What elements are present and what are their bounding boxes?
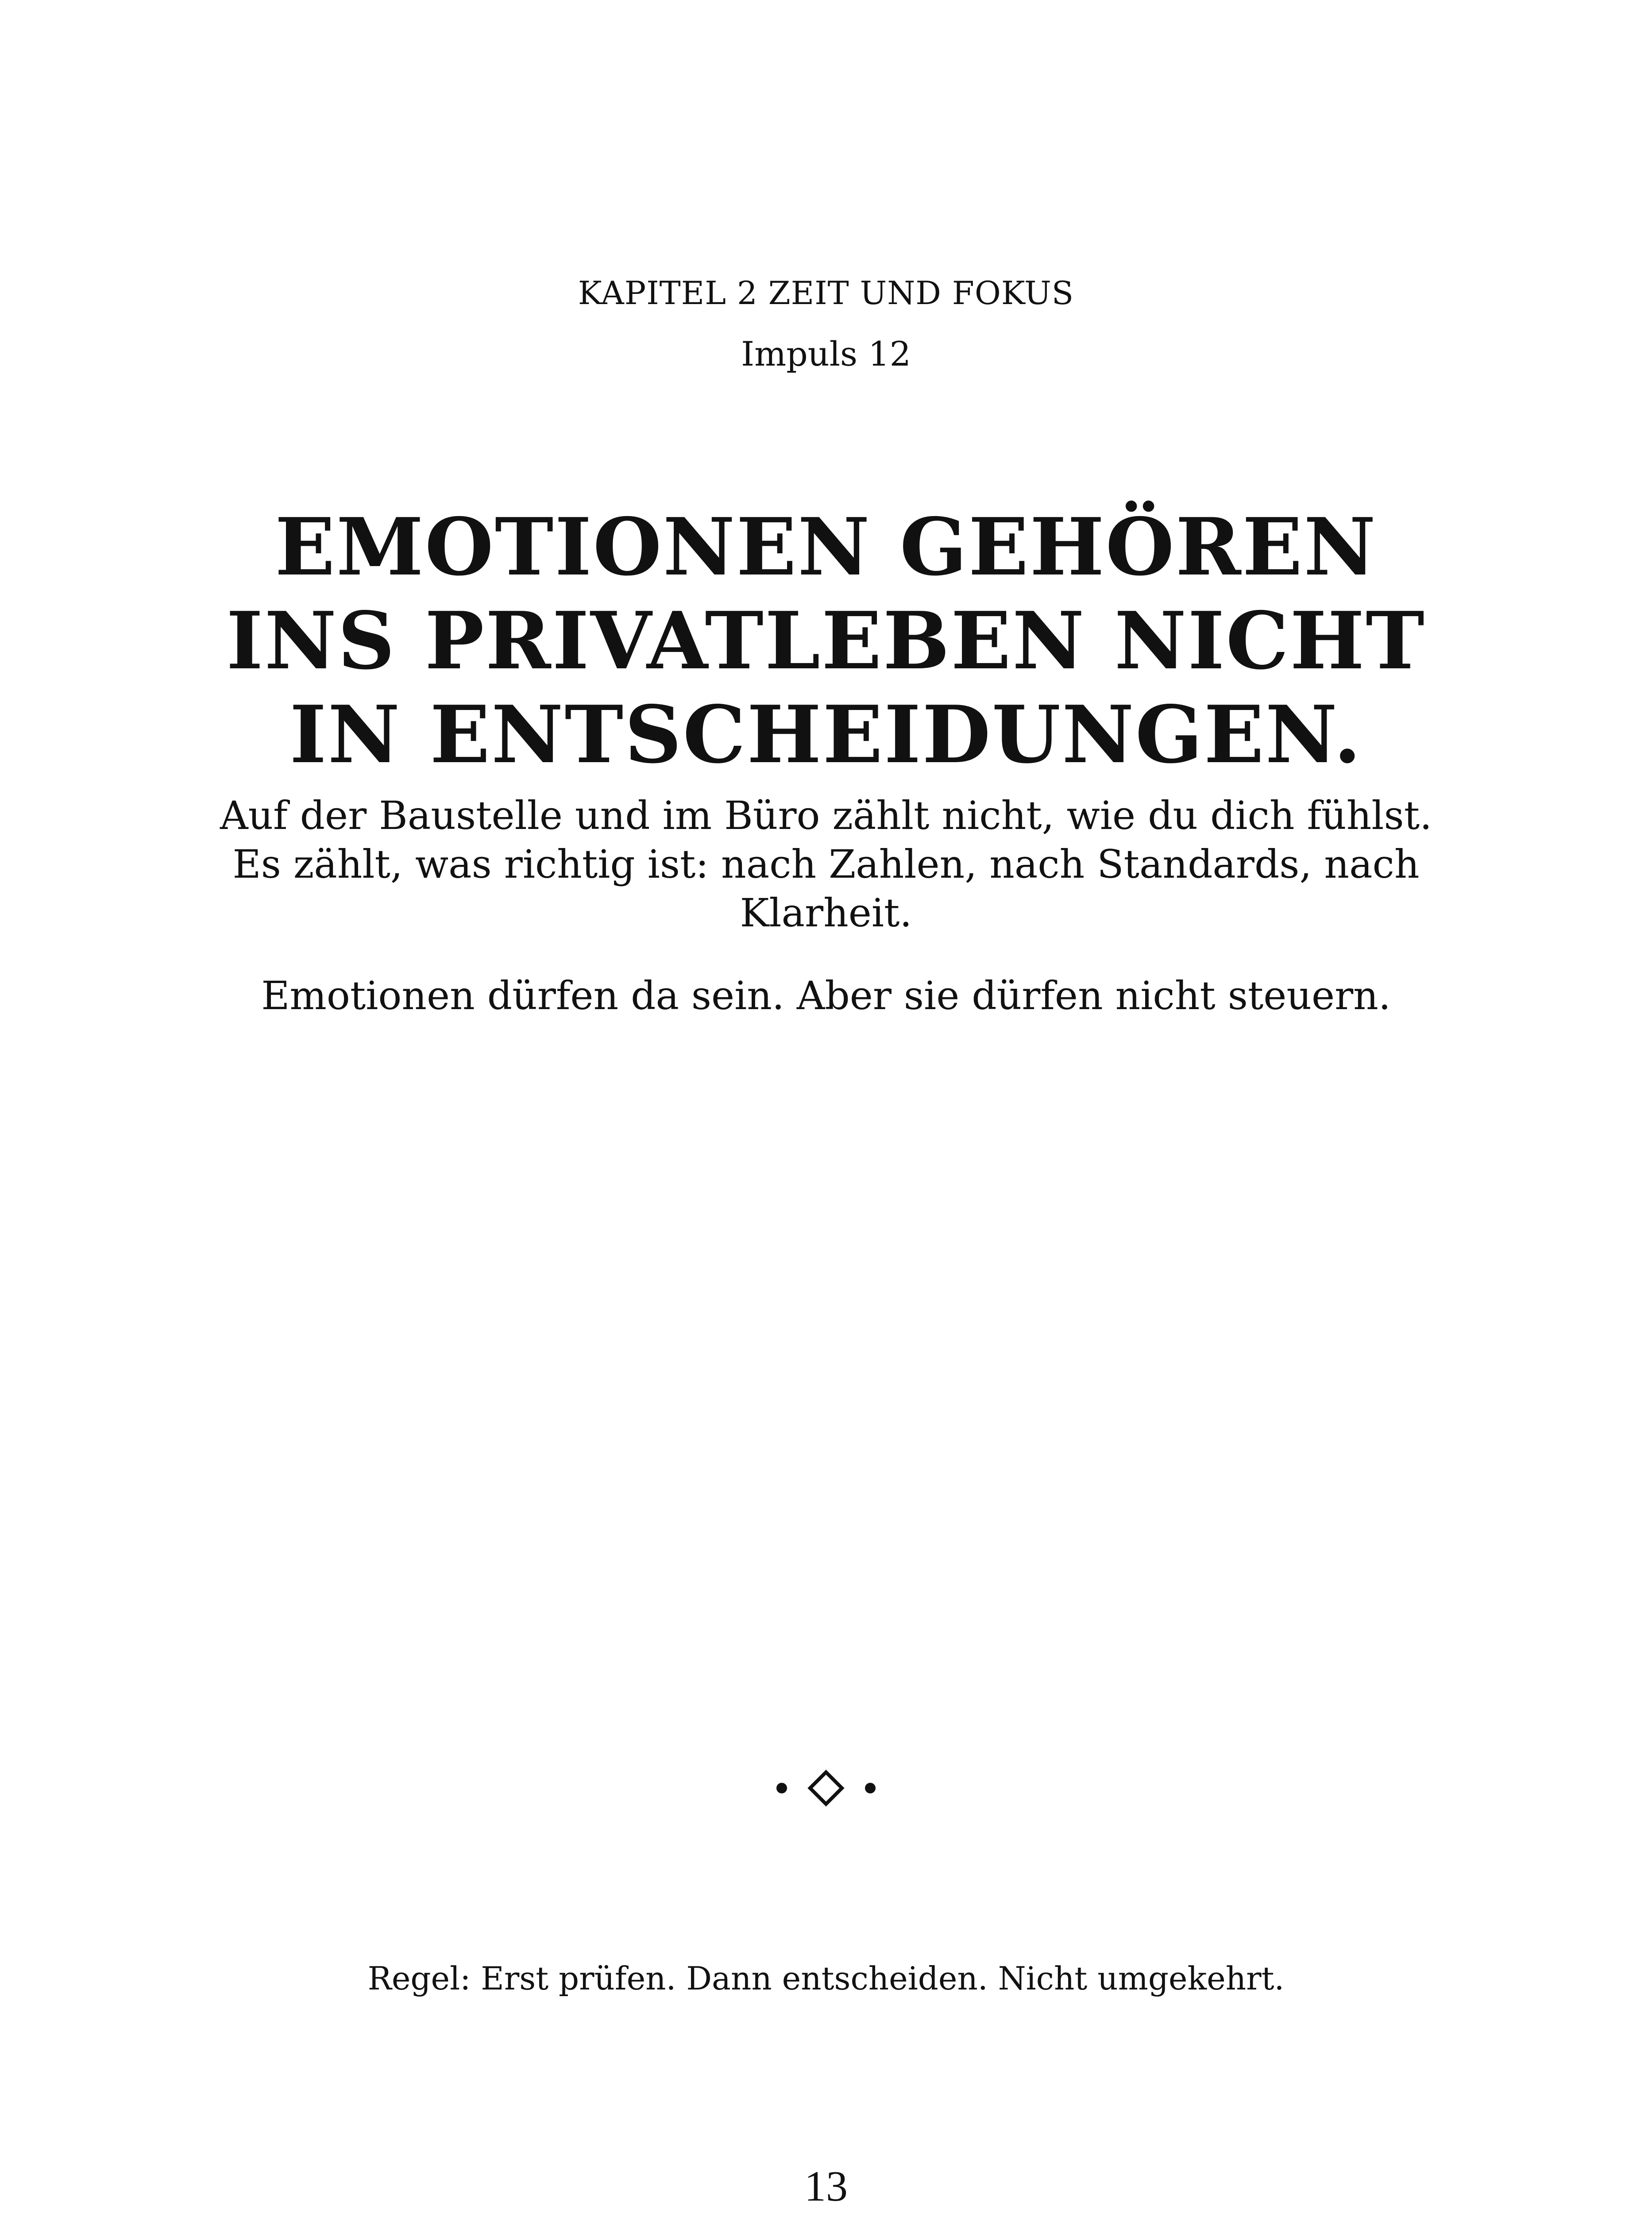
diamond-icon xyxy=(810,1772,842,1804)
impulse-label: Impuls 12 xyxy=(741,334,911,374)
chapter-heading: KAPITEL 2 ZEIT UND FOKUS xyxy=(578,274,1074,312)
body-paragraph: Emotionen dürfen da sein. Aber sie dürfen nicht steuern. xyxy=(261,973,1391,1018)
dot-diamond-dot-ornament-icon xyxy=(0,1766,1652,1810)
rule-note: Regel: Erst prüfen. Dann entscheiden. Nicht umgekehrt. xyxy=(367,1960,1285,1997)
right-dot-icon xyxy=(865,1783,876,1793)
left-dot-icon xyxy=(776,1783,787,1793)
page-title: EMOTIONEN GEHÖREN INS PRIVATLEBEN NICHT IN ENTSCHEIDUNGEN. xyxy=(226,501,1426,781)
page-number: 13 xyxy=(804,2163,848,2210)
body-paragraph: Auf der Baustelle und im Büro zählt nicht, wie du dich fühlst. Es zählt, was richtig ist: nach Zahlen, nach Standards, nach Klarheit. xyxy=(220,793,1432,936)
